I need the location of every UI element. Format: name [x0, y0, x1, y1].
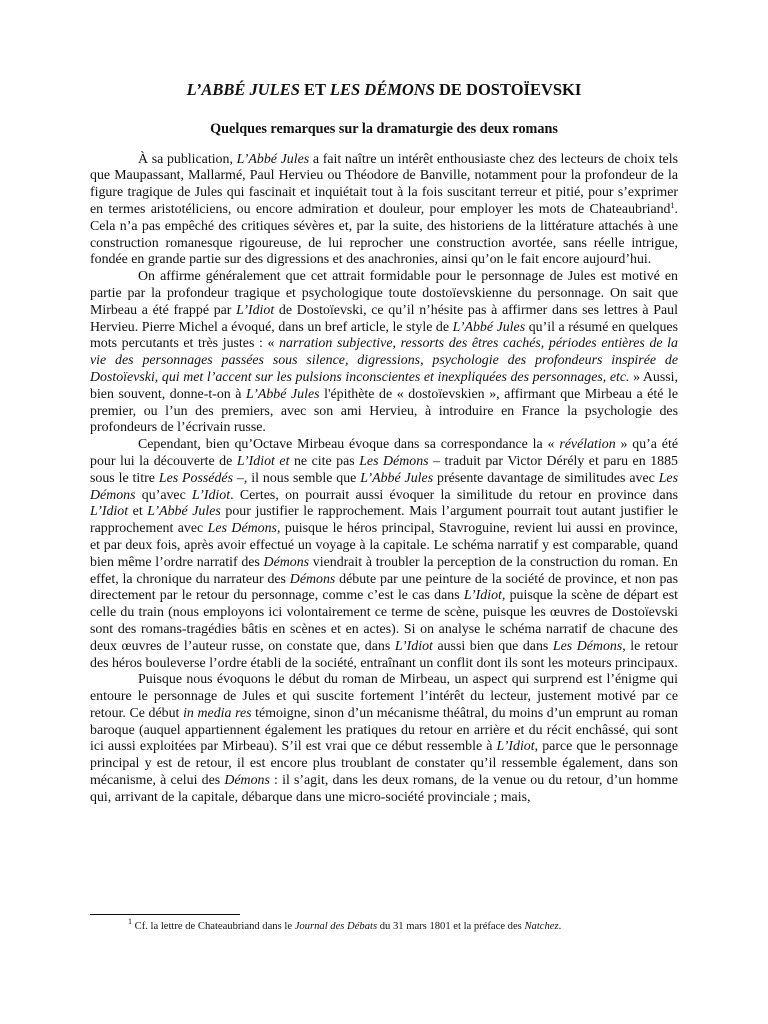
- paragraph-3: Cependant, bien qu’Octave Mirbeau évoque dans sa correspondance la « révélation » qu’a été pour lui la découverte de L’Idiot et ne cite pas Les Démons – traduit par Victor Dérély et paru en 1885 sous le titre Les Possédés –, il nous semble que L’Abbé Jules présente davantage de similitudes avec Les Démons qu’avec L’Idiot. Certes, on pourrait aussi évoquer la similitude du retour en province dans L’Idiot et L’Abbé Jules pour justifier le rapprochement. Mais l’argument pourrait tout autant justifier le rapprochement avec Les Démons, puisque le héros principal, Stavroguine, revient lui aussi en province, et par deux fois, après avoir effectué un voyage à la capitale. Le schéma narratif y est comparable, quand bien même l’ordre narratif des Démons viendrait à troubler la perception de la construction du roman. En effet, la chronique du narrateur des Démons débute par une peinture de la société de province, et non pas directement par le retour du personnage, comme c’est le cas dans L’Idiot, puisque la scène de départ est celle du train (nous employons ici volontairement ce terme de scène, puisque les œuvres de Dostoïevski sont des romans-tragédies bâtis en scènes et en actes). Si on analyse le schéma narratif de chacune des deux œuvres de l’auteur russe, on constate que, dans L’Idiot aussi bien que dans Les Démons, le retour des héros bouleverse l’ordre établi de la société, entraînant un conflit dont ils sont les moteurs principaux.: [90, 437, 679, 671]
- paragraph-1: À sa publication, L’Abbé Jules a fait naître un intérêt enthousiaste chez des lecteurs de choix tels que Maupassant, Mallarmé, Paul Hervieu ou Théodore de Banville, notamment pour la profondeur de la figure tragique de Jules qui fascinait et inquiétait tout à la fois suscitant terreur et pitié, pour s’exprimer en termes aristotéliciens, ou encore admiration et douleur, pour employer les mots de Chateaubriand$^1$. Cela n’a pas empêché des critiques sévères et, par la suite, des historiens de la littérature attachés à une construction romanesque rigoureuse, de lui reprocher une construction avortée, sans réelle intrigue, fondée en grande partie sur des digressions et des anachronies, ainsi qu’on le fait encore aujourd’hui.: [90, 151, 678, 268]
- document-subtitle: Quelques remarques sur la dramaturgie des deux romans: [210, 120, 558, 137]
- document-page: [90, 82, 678, 807]
- footnote-divider: [90, 914, 240, 915]
- footnote-number: 1: [128, 917, 132, 926]
- footnote-ref[interactable]: 1: [670, 200, 675, 210]
- footnote: $^1$ Cf. la lettre de Chateaubriand dans le Journal des Débats du 31 mars 1801 et la préface des Natchez.: [128, 917, 562, 932]
- document-title: L’ABBÉ JULES ET LES DÉMONS DE DOSTOÏEVSKI: [186, 80, 582, 99]
- paragraph-2: On affirme généralement que cet attrait formidable pour le personnage de Jules est motivé en partie par la profondeur tragique et psychologique toute dostoïevskienne du personnage. On sait que Mirbeau a été frappé par L’Idiot de Dostoïevski, ce qu’il n’hésite pas à affirmer dans ses lettres à Paul Hervieu. Pierre Michel a évoqué, dans un bref article, le style de L’Abbé Jules qu’il a résumé en quelques mots percutants et très justes : « narration subjective, ressorts des êtres cachés, périodes entières de la vie des personnages passées sous silence, digressions, psychologie des profondeurs inspirée de Dostoïevski, qui met l’accent sur les pulsions inconscientes et inexpliquées des personnages, etc. » Aussi, bien souvent, donne-t-on à L’Abbé Jules l'épithète de « dostoïevskien », affirmant que Mirbeau a été le premier, ou l’un des premiers, avec son ami Hervieu, à introduire en France la psychologie des profondeurs de l’écrivain russe.: [90, 269, 679, 436]
- paragraph-4: Puisque nous évoquons le début du roman de Mirbeau, un aspect qui surprend est l’énigme qui entoure le personnage de Jules et qui suscite fortement l’intérêt du lecteur, justement motivé par ce retour. Ce début in media res témoigne, sinon d’un mécanisme théâtral, du moins d’un emprunt au roman baroque (auquel appartiennent également les pratiques du retour en arrière et du récit enchâssé, qui sont ici aussi exploitées par Mirbeau). S’il est vrai que ce début ressemble à L’Idiot, parce que le personnage principal y est de retour, il est encore plus troublant de constater qu’il ressemble également, dans son mécanisme, à celui des Démons : il s’agit, dans les deux romans, de la venue ou du retour, d’un homme qui, arrivant de la capitale, débarque dans une micro-société provinciale ; mais,: [90, 672, 678, 805]
